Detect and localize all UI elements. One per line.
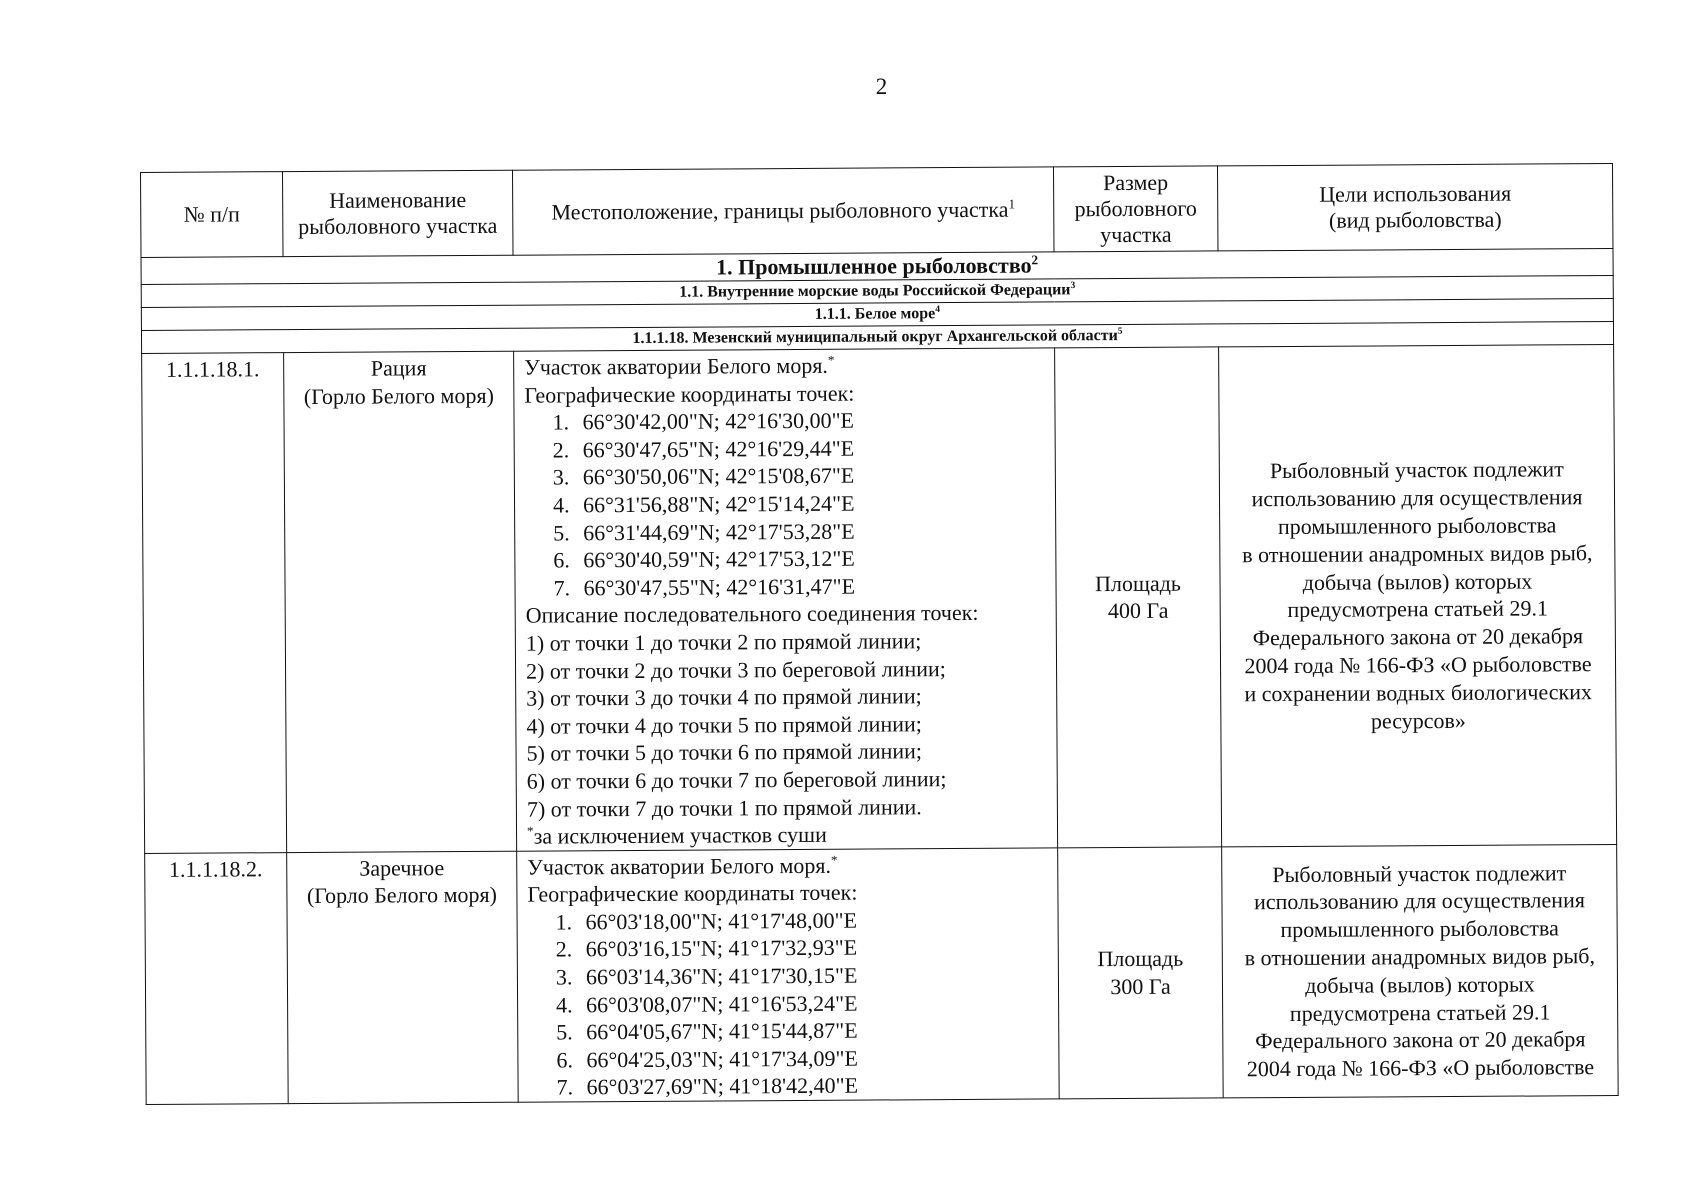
header-size: Размер рыболовного участка: [1053, 166, 1218, 252]
row-location: Участок акватории Белого моря.* Географические координаты точек: 1. 66°03'18,00"N; 41°17'48,00"E 2. 66°03'16,15"N; 41°17'32,93"E 3. 66°03'14,36"N; 41°17'30,15"E 4. 66°03'08,07"N; 41°16'53,24"E 5. 66°04'05,67"N; 41°15'44,87"E 6. 66°04'25,03"N; 41°17'34,09"E 7. 66°03'27,69"N; 41°18'42,40"E: [517, 848, 1060, 1103]
page-number: 2: [875, 74, 888, 99]
row-location: Участок акватории Белого моря.* Географические координаты точек: 1. 66°30'42,00"N; 42°16'30,00"E 2. 66°30'47,65"N; 42°16'29,44"E 3. 66°30'50,06"N; 42°15'08,67"E 4. 66°31'56,88"N; 42°15'14,24"E 5. 66°31'44,69"N; 42°17'53,28"E 6. 66°30'40,59"N; 42°17'53,12"E 7. 66°30'47,55"N; 42°16'31,47"E Описание последовательного соединения точек: 1) от точки 1 до точки 2 по прямой линии; 2) от точки 2 до точки 3 по береговой линии; 3) от точки 3 до точки 4 по прямой линии; 4) от точки 4 до точки 5 по прямой линии; 5) от точки 5 до точки 6 по прямой линии; 6) от точки 6 до точки 7 по береговой линии; 7) от точки 7 до точки 1 по прямой линии. *за исключением участков суши: [514, 348, 1058, 851]
footnote: *за исключением участков суши: [526, 821, 827, 849]
header-location: Местоположение, границы рыболовного участка$^1$: [512, 167, 1054, 255]
section-title-1-1: 1.1. Внутренние морские воды Российской Федерации$^3$: [141, 276, 1613, 308]
coord-item: 7. 66°30'47,55"N; 42°16'31,47"E: [553, 573, 856, 601]
coord-item: 1. 66°03'18,00"N; 41°17'48,00"E: [555, 907, 858, 935]
table-row: [142, 345, 1617, 854]
connection-item: 6) от точки 6 до точки 7 по береговой линии;: [526, 765, 947, 794]
connection-item: 4) от точки 4 до точки 5 по прямой линии;: [526, 710, 922, 739]
document-sheet: [140, 163, 1619, 1105]
row-number: 1.1.1.18.2.: [145, 852, 289, 1104]
coord-item: 4. 66°31'56,88"N; 42°15'14,24"E: [552, 490, 855, 518]
coord-item: 6. 66°04'25,03"N; 41°17'34,09"E: [556, 1045, 858, 1073]
coord-item: 2. 66°30'47,65"N; 42°16'29,44"E: [552, 435, 855, 463]
connection-item: 1) от точки 1 до точки 2 по прямой линии;: [525, 628, 922, 656]
row-name: Рация (Горло Белого моря): [284, 351, 517, 852]
coord-item: 4. 66°03'08,07"N; 41°16'53,24"E: [556, 990, 858, 1018]
table-row: [145, 844, 1619, 1104]
row-purpose: Рыболовный участок подлежит использованию для осуществления промышленного рыболовства в отношении анадромных видов рыб, добыча (вылов) которых предусмотрена статьей 29.1 Федерального закона от 20 декабря 2004 года № 166-ФЗ «О рыболовстве: [1222, 844, 1619, 1098]
row-name: Заречное (Горло Белого моря): [287, 851, 519, 1104]
connection-item: 3) от точки 3 до точки 4 по прямой линии;: [526, 683, 922, 711]
section-title-1-1-1-18: 1.1.1.18. Мезенский муниципальный округ Архангельской области$^5$: [141, 322, 1613, 354]
coord-item: 2. 66°03'16,15"N; 41°17'32,93"E: [555, 935, 858, 962]
row-size: Площадь 300 Га: [1058, 847, 1224, 1099]
coord-item: 7. 66°03'27,69"N; 41°18'42,40"E: [556, 1073, 859, 1100]
coord-item: 6. 66°30'40,59"N; 42°17'53,12"E: [553, 545, 855, 573]
coord-item: 5. 66°04'05,67"N; 41°15'44,87"E: [556, 1017, 858, 1045]
row-size: Площадь 400 Га: [1055, 347, 1222, 848]
fishing-areas-table: [140, 163, 1619, 1105]
header-number: № п/п: [141, 172, 284, 258]
row-purpose: Рыболовный участок подлежит использованию для осуществления промышленного рыболовства в отношении анадромных видов рыб, добыча (вылов) которых предусмотрена статьей 29.1 Федерального закона от 20 декабря 2004 года № 166-ФЗ «О рыболовстве и сохранении водных биологических ресурсов»: [1219, 345, 1617, 847]
header-name: Наименование рыболовного участка: [283, 170, 514, 256]
table-header-row: [141, 164, 1613, 258]
connection-item: 5) от точки 5 до точки 6 по прямой линии;: [526, 738, 923, 766]
section-title-1: 1. Промышленное рыболовство$^2$: [141, 249, 1613, 285]
section-title-1-1-1: 1.1.1. Белое море$^4$: [141, 299, 1613, 331]
coord-item: 3. 66°03'14,36"N; 41°17'30,15"E: [555, 962, 858, 990]
connection-item: 7) от точки 7 до точки 1 по прямой линии.: [526, 793, 922, 822]
coord-item: 3. 66°30'50,06"N; 42°15'08,67"E: [552, 463, 855, 490]
coord-item: 5. 66°31'44,69"N; 42°17'53,28"E: [553, 518, 855, 546]
coord-item: 1. 66°30'42,00"N; 42°16'30,00"E: [552, 407, 855, 435]
row-number: 1.1.1.18.1.: [142, 353, 287, 854]
header-purpose: Цели использования (вид рыболовства): [1217, 164, 1613, 251]
connection-item: 2) от точки 2 до точки 3 по береговой линии;: [525, 655, 946, 684]
